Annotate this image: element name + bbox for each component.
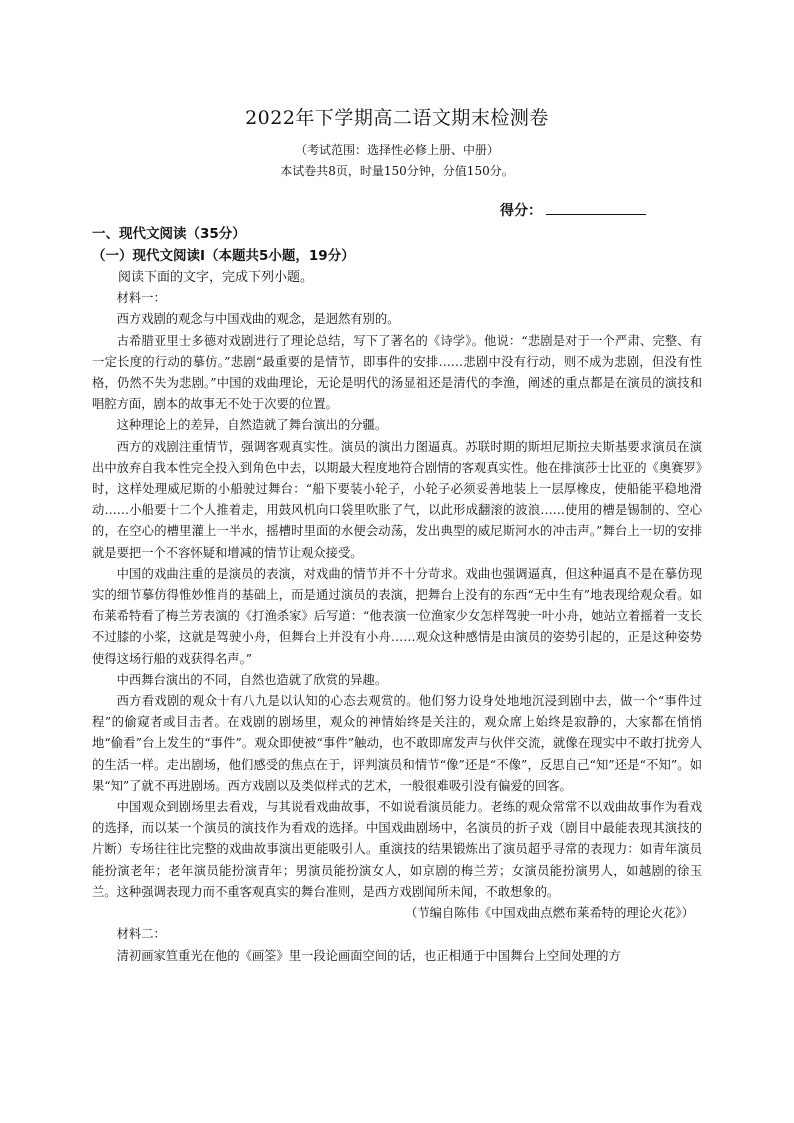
score-label: 得分： bbox=[500, 203, 542, 219]
paragraph: 古希腊亚里士多德对戏剧进行了理论总结，写下了著名的《诗学》。他说：“悲剧是对于一个严肃、完整、有一定长度的行动的摹仿。”悲剧“最重要的是情节，即事件的安排……悲剧中没有行动，则不成为悲剧，但没有性格，仍然不失为悲剧。”中国的戏曲理论，无论是明代的汤显祖还是清代的李渔，阐述的重点都是在演员的演技和唱腔方面，剧本的故事无不处于次要的位置。 bbox=[92, 333, 702, 412]
source-citation: （节编自陈伟《中国戏曲点燃布莱希特的理论火花》） bbox=[405, 906, 694, 921]
paragraph: 这种理论上的差异，自然造就了舞台演出的分疆。 bbox=[116, 418, 388, 433]
paragraph: 中西舞台演出的不同，自然也造就了欣赏的异趣。 bbox=[116, 672, 388, 687]
score-blank[interactable] bbox=[546, 200, 646, 215]
score-field bbox=[500, 200, 646, 220]
paragraph: 西方戏剧的观念与中国戏曲的观念，是迥然有别的。 bbox=[116, 312, 400, 327]
exam-scope: （考试范围：选择性必修上册、中册） bbox=[294, 143, 499, 157]
paragraph: 西方的戏剧注重情节，强调客观真实性。演员的演出力图逼真。苏联时期的斯坦尼斯拉夫斯基要求演员在演出中放弃自我本性完全投入到角色中去，以期最大程度地符合剧情的客观真实性。他在排演莎士比亚的《奥赛罗》时，这样处理威尼斯的小船驶过舞台：“船下要装小轮子，小轮子必须妥善地装上一层厚橡皮，使船能平稳地滑动……小船要十二个人推着走，用鼓风机向口袋里吹胀了气，以此形成翻滚的波浪……使用的槽是锡制的、空心的，在空心的槽里灌上一半水，摇槽时里面的水便会动荡，发出典型的威尼斯河水的冲击声。”舞台上一切的安排就是要把一个不容怀疑和增减的情节让观众接受。 bbox=[92, 439, 702, 560]
paragraph: 中国的戏曲注重的是演员的表演，对戏曲的情节并不十分苛求。戏曲也强调逼真，但这种逼真不是在摹仿现实的细节摹仿得惟妙惟肖的基础上，而是通过演员的表演，把舞台上没有的东西“无中生有”地表现给观众看。如布莱希特看了梅兰芳表演的《打渔杀家》后写道：“他表演一位渔家少女怎样驾驶一叶小舟，她站立着摇着一支长不过膝的小桨，这就是驾驶小舟，但舞台上并没有小舟……观众这种感情是由演员的姿势引起的，正是这种姿势使得这场行船的戏获得名声。” bbox=[92, 566, 702, 666]
material-label: 材料一： bbox=[116, 291, 166, 306]
section-heading-part1: 一、现代文阅读（35分） bbox=[92, 226, 246, 242]
reading-passage bbox=[92, 267, 702, 967]
instruction-text: 阅读下面的文字，完成下列小题。 bbox=[118, 270, 314, 285]
exam-info: 本试卷共8页，时量150分钟，分值150分。 bbox=[280, 164, 514, 178]
paragraph: 中国观众到剧场里去看戏，与其说看戏曲故事，不如说看演员能力。老练的观众常常不以戏曲故事作为看戏的选择，而以某一个演员的演技作为看戏的选择。中国戏曲剧场中，名演员的折子戏（剧目中最能表现其演技的片断）专场往往比完整的戏曲故事演出更能吸引人。重演技的结果锻炼出了演员超乎寻常的表现力：如青年演员能扮演老年；老年演员能扮演青年；男演员能扮演女人，如京剧的梅兰芳；女演员能扮演男人，如越剧的徐玉兰。这种强调表现力而不重客观真实的舞台准则，是西方戏剧闻所未闻，不敢想象的。 bbox=[92, 800, 702, 899]
exam-title: 2022年下学期高二语文期末检测卷 bbox=[245, 107, 549, 129]
paragraph: 清初画家笪重光在他的《画筌》里一段论画面空间的话，也正相通于中国舞台上空间处理的方 bbox=[116, 948, 621, 963]
paragraph: 西方看戏剧的观众十有八九是以认知的心态去观赏的。他们努力设身处地地沉浸到剧中去，做一个“事件过程”的偷窥者或目击者。在戏剧的剧场里，观众的神情始终是关注的，观众席上始终是寂静的，大家都在悄悄地“偷看”台上发生的“事件”。观众即使被“事件”触动，也不敢即席发声与伙伴交流，就像在现实中不敢打扰旁人的生活一样。走出剧场，他们感受的焦点在于，评判演员和情节“像”还是“不像”，反思自己“知”还是“不知”。如果“知”了就不再进剧场。西方戏剧以及类似样式的艺术，一般很难吸引没有偏爱的回客。 bbox=[92, 694, 702, 793]
material-label: 材料二： bbox=[116, 927, 166, 942]
section-heading-part1-1: （一）现代文阅读Ⅰ（本题共5小题，19分） bbox=[92, 248, 355, 264]
